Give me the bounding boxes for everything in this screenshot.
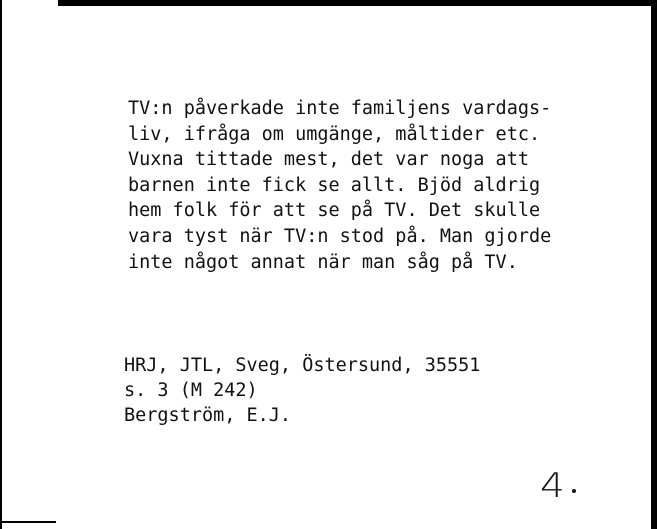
scan-bottom-edge bbox=[0, 521, 56, 523]
page-number: 4 bbox=[540, 466, 565, 506]
body-line: liv, ifråga om umgänge, måltider etc. bbox=[128, 123, 541, 145]
body-line: TV:n påverkade inte familjens vardags- bbox=[128, 98, 552, 119]
body-line: Vuxna tittade mest, det var noga att bbox=[128, 149, 529, 171]
card-right-border bbox=[651, 0, 657, 529]
body-text bbox=[128, 96, 628, 275]
body-line: barnen inte fick se allt. Bjöd aldrig bbox=[128, 174, 541, 196]
reference-source: HRJ, JTL, Sveg, Östersund, 35551 bbox=[124, 355, 481, 376]
body-line: inte något annat när man såg på TV. bbox=[128, 251, 518, 273]
reference-author: Bergström, E.J. bbox=[124, 405, 292, 427]
page-number-dot bbox=[572, 489, 576, 493]
body-line: hem folk för att se på TV. Det skulle bbox=[128, 200, 541, 222]
reference-page: s. 3 (M 242) bbox=[124, 380, 258, 402]
reference-block bbox=[124, 353, 604, 429]
body-line: vara tyst när TV:n stod på. Man gjorde bbox=[128, 225, 552, 247]
card-top-border bbox=[58, 0, 657, 6]
scan-left-edge bbox=[0, 0, 2, 529]
